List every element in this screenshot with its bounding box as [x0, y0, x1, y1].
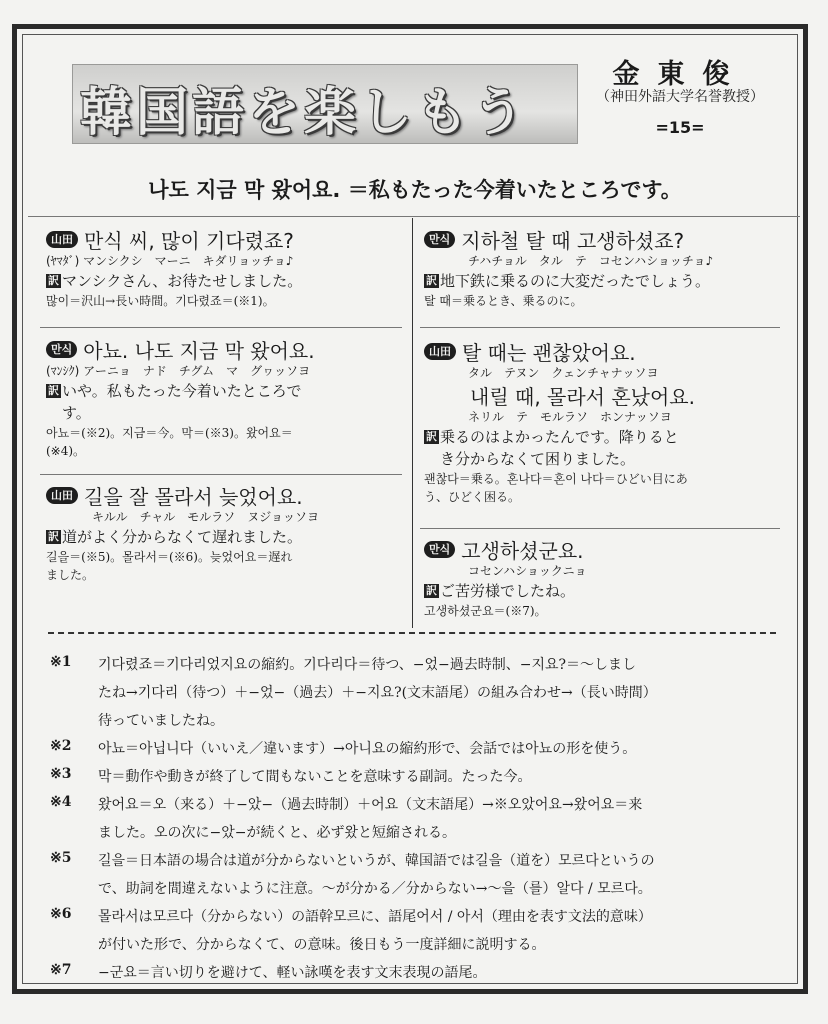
- footnote-mark: ※4: [50, 794, 72, 810]
- dialogue-block: [46, 226, 402, 310]
- vocabulary-note: (※4)。: [46, 444, 86, 458]
- dialogue-line: [424, 382, 780, 408]
- translation-text: 地下鉄に乗るのに大変だったでしょう。: [440, 271, 711, 290]
- footnote-text: 왔어요＝오（来る）＋−았−（過去時制）＋어요（文末語尾）→※오았어요→왔어요＝来: [98, 797, 643, 813]
- dialogue-block: [424, 226, 780, 310]
- korean-sentence: 탈 때는 괜찮았어요.: [462, 340, 636, 365]
- translation-text: 乗るのはよかったんです。降りると: [440, 427, 679, 446]
- footnote-text: が付いた形で、分からなくて、の意味。後日もう一度詳細に説明する。: [98, 937, 546, 953]
- footnote-mark: ※6: [50, 906, 72, 922]
- vocabulary-note: 길을＝(※5)。몰라서＝(※6)。늦었어요＝遅れ: [46, 550, 293, 564]
- vocabulary-note: う、ひどく困る。: [424, 490, 521, 504]
- korean-sentence: 지하철 탈 때 고생하셨죠?: [461, 228, 685, 253]
- translation: [424, 580, 780, 602]
- lesson-headline: 나도 지금 막 왔어요. ＝私もたった今着いたところです。: [148, 178, 682, 202]
- vocabulary-note: 아뇨＝(※2)。지금＝今。막＝(※3)。왔어요＝: [46, 426, 293, 440]
- speaker-badge: 山田: [46, 231, 78, 248]
- translation-text: す。: [62, 403, 91, 422]
- translation-text: 道がよく分からなくて遅れました。: [62, 527, 303, 546]
- korean-sentence: 길을 잘 몰라서 늦었어요.: [84, 484, 303, 509]
- dialogue-line: [424, 226, 780, 252]
- footnote-text: で、助詞を間違えないように注意。〜が分かる／分からない→〜을（를）알다 / 모르다。: [98, 881, 652, 897]
- korean-sentence: 내릴 때, 몰라서 혼났어요.: [470, 384, 695, 409]
- translation-text: き分からなくて困りました。: [440, 449, 636, 468]
- speaker-badge: 山田: [424, 343, 456, 360]
- translation: [424, 270, 780, 292]
- translation-text: いや。私もたった今着いたところで: [62, 381, 302, 400]
- korean-sentence: 고생하셨군요.: [461, 538, 584, 563]
- vocabulary-note: 많이＝沢山→長い時間。기다렸죠＝(※1)。: [46, 294, 275, 308]
- speaker-badge: 만식: [46, 341, 77, 358]
- translation-mark: 訳: [426, 429, 437, 443]
- vocabulary-note: 괜찮다＝乗る。혼나다＝혼이 나다＝ひどい目にあ: [424, 472, 688, 486]
- footnote-text: たね→기다리（待つ）＋−었−（過去）＋−지요?(文末語尾）の組み合わせ→（長い時間）: [98, 685, 657, 701]
- vocabulary-note: 고생하셨군요＝(※7)。: [424, 604, 547, 618]
- footnote-text: 待っていましたね。: [98, 713, 224, 729]
- footnote-text: 막＝動作や動きが終了して間もないことを意味する副詞。たった今。: [98, 769, 532, 785]
- translation-text: ご苦労様でしたね。: [440, 581, 576, 600]
- speaker-badge: 만식: [424, 541, 455, 558]
- footnote-mark: ※2: [50, 738, 72, 754]
- column-divider: [412, 218, 413, 628]
- pronunciation: キルル チャル モルラソ ヌジョッソヨ: [92, 510, 319, 524]
- dialogue-separator: [40, 327, 402, 328]
- translation: [46, 270, 402, 292]
- pronunciation: ネリル テ モルラソ ホンナッソヨ: [468, 410, 672, 424]
- pronunciation: チハチョル タル テ コセンハショッチョ♪: [468, 254, 714, 268]
- dialogue-line: [46, 482, 402, 508]
- footnote-mark: ※5: [50, 850, 72, 866]
- headline-rule: [28, 216, 800, 217]
- dialogue-line: [46, 336, 402, 362]
- pronunciation: コセンハショックニョ: [468, 564, 587, 578]
- footnote-text: 아뇨＝아닙니다（いいえ／違います）→아니요の縮約形で、会話では아뇨の形を使う。: [98, 741, 637, 757]
- dialogue-separator: [420, 327, 780, 328]
- author-name: 金東俊: [612, 59, 748, 90]
- series-title: 韓国語を楽しもう: [80, 83, 529, 143]
- footnote-mark: ※7: [50, 962, 72, 978]
- dialogue-block: [46, 336, 402, 460]
- footnote-text: 길을＝日本語の場合は道が分からないというが、韓国語では길을（道を）모르다というの: [98, 853, 655, 869]
- korean-sentence: 만식 씨, 많이 기다렸죠?: [84, 228, 294, 253]
- translation-text: マンシクさん、お待たせしました。: [62, 271, 303, 290]
- pronunciation: (ﾏﾝｼｸ) アーニョ ナド チグム マ グヮッソヨ: [46, 364, 311, 378]
- author-title: （神田外語大学名誉教授）: [596, 89, 764, 105]
- translation-mark: 訳: [48, 529, 59, 543]
- dialogue-line: [46, 226, 402, 252]
- translation: [46, 526, 402, 548]
- footnote-mark: ※3: [50, 766, 72, 782]
- translation-mark: 訳: [48, 273, 59, 287]
- footnote-text: 몰라서は모르다（分からない）の語幹모르に、語尾어서 / 아서（理由を表す文法的意味）: [98, 909, 652, 925]
- footnote-text: ました。오の次に−았−が続くと、必ず왔と短縮される。: [98, 825, 457, 841]
- translation: [424, 426, 780, 448]
- episode-number: =15=: [655, 118, 705, 137]
- translation: [46, 380, 402, 402]
- dialogue-block: [424, 338, 780, 506]
- translation-mark: 訳: [426, 583, 437, 597]
- footnote-mark: ※1: [50, 654, 72, 670]
- dialogue-block: [424, 536, 780, 620]
- vocabulary-note: 탈 때＝乗るとき、乗るのに。: [424, 294, 583, 308]
- dialogue-block: [46, 482, 402, 584]
- dialogue-separator: [40, 474, 402, 475]
- footnote-text: −군요＝言い切りを避けて、軽い詠嘆を表す文末表現の語尾。: [98, 965, 487, 981]
- pronunciation: タル テヌン クェンチャナッソヨ: [468, 366, 659, 380]
- pronunciation: (ﾔﾏﾀﾞ) マンシクシ マーニ キダリョッチョ♪: [46, 254, 294, 268]
- speaker-badge: 만식: [424, 231, 455, 248]
- translation-mark: 訳: [48, 383, 59, 397]
- speaker-badge: 山田: [46, 487, 78, 504]
- translation-mark: 訳: [426, 273, 437, 287]
- footnote-text: 기다렸죠＝기다리었지요の縮約。기다리다＝待つ、−었−過去時制、−지요?＝〜しまし: [98, 657, 637, 673]
- dialogue-separator: [420, 528, 780, 529]
- korean-sentence: 아뇨. 나도 지금 막 왔어요.: [83, 338, 315, 363]
- dialogue-line: [424, 536, 780, 562]
- footnote-separator: [48, 632, 776, 634]
- dialogue-line: [424, 338, 780, 364]
- vocabulary-note: ました。: [46, 568, 95, 582]
